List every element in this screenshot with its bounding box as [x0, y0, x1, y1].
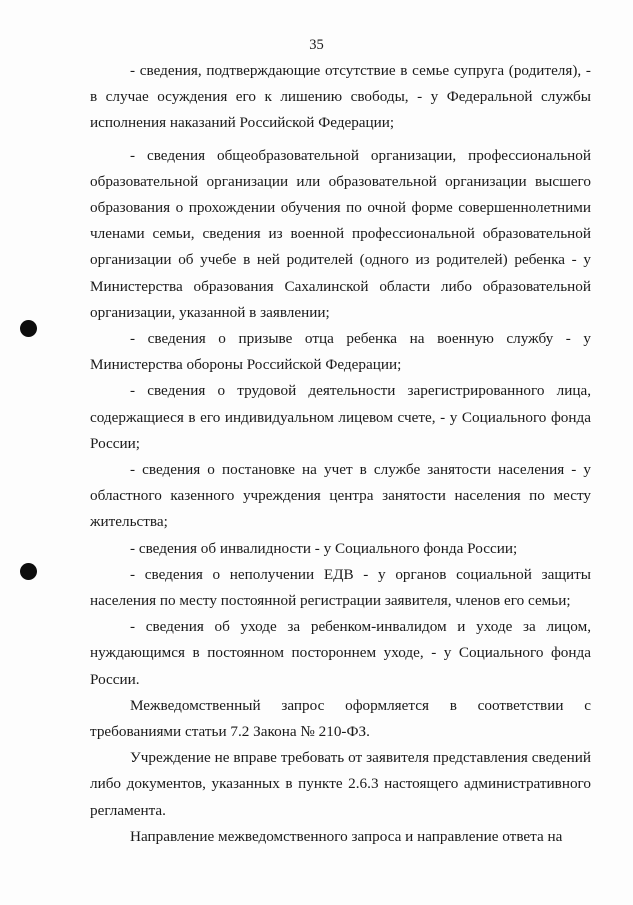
paragraph-edv: - сведения о неполучении ЕДВ - у органов социальной защиты населения по месту постоянной регистрации заявителя, членов его семьи; — [90, 565, 591, 610]
paragraph-military-service: - сведения о призыве отца ребенка на военную службу - у Министерства обороны Российской Федерации; — [90, 330, 591, 374]
paragraph-institution-restriction: Учреждение не вправе требовать от заявителя представления сведений либо документов, указанных в пункте 2.6.3 настоящего административного регламента. — [90, 749, 591, 819]
document-body — [90, 58, 591, 850]
paragraph-disability: - сведения об инвалидности - у Социального фонда России; — [130, 539, 518, 557]
paragraph-spouse-absence: - сведения, подтверждающие отсутствие в семье супруга (родителя), - в случае осуждения его к лишению свободы, - у Федеральной службы исполнения наказаний Российской Федерации; — [90, 62, 591, 132]
paragraph-interagency-request: Межведомственный запрос оформляется в соответствии с требованиями статьи 7.2 Закона № 210-ФЗ. — [90, 696, 591, 741]
page-number: 35 — [309, 37, 324, 53]
paragraph-care: - сведения об уходе за ребенком-инвалидом и уходе за лицом, нуждающимся в постоянном постороннем уходе, - у Социального фонда России. — [90, 618, 591, 688]
paragraph-education-info: - сведения общеобразовательной организации, профессиональной образовательной организации или образовательной организации высшего образования о прохождении обучения по очной форме совершеннолетними членами семьи, сведения из военной профессиональной образовательной организации об учебе в ней родителей (одного из родителей) ребенка - у Министерства образования Сахалинской области либо образовательной организации, указанной в заявлении; — [90, 146, 591, 321]
paragraph-request-direction: Направление межведомственного запроса и направление ответа на — [130, 827, 563, 845]
punch-hole-mark — [20, 320, 37, 337]
punch-hole-mark — [20, 563, 37, 580]
paragraph-employment-registration: - сведения о постановке на учет в службе занятости населения - у областного казенного учреждения центра занятости населения по месту жительства; — [90, 461, 591, 531]
paragraph-labor-activity: - сведения о трудовой деятельности зарегистрированного лица, содержащиеся в его индивидуальном лицевом счете, - у Социального фонда России; — [90, 382, 591, 452]
